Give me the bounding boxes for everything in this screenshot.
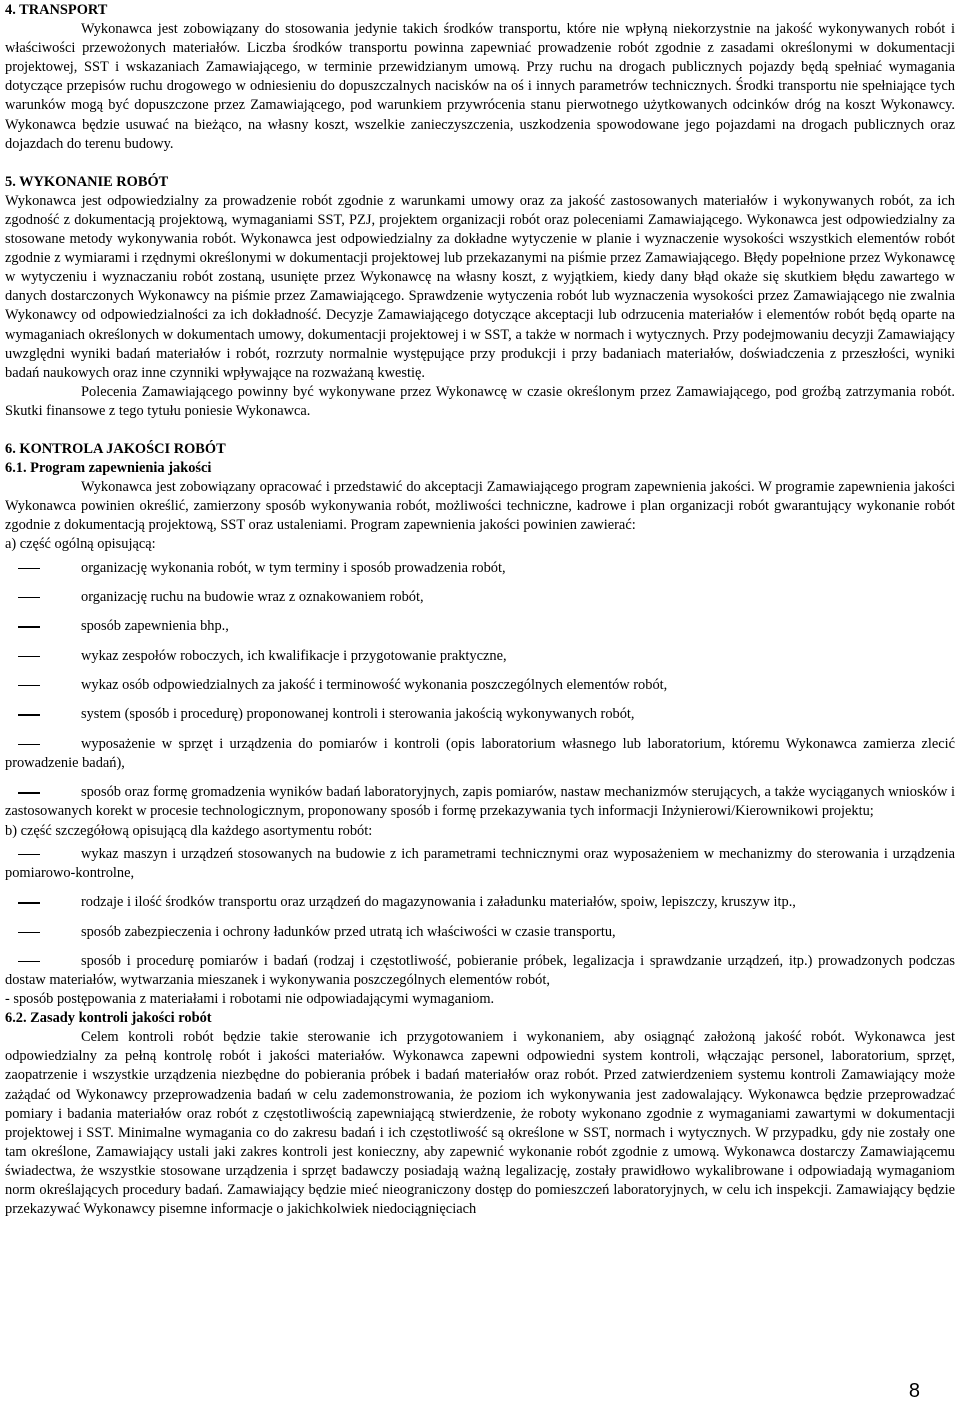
dash-icon [5,617,81,636]
list-b-label: b) część szczegółową opisującą dla każdego asortymentu robót: [5,822,373,839]
list-item: wyposażenie w sprzęt i urządzenia do pomiarów i kontroli (opis laboratorium własnego lub laboratorium, któremu Wykonawca zamierza zlecić prowadzenie badań), [5,735,955,771]
section-4-heading: 4. TRANSPORT [5,2,108,18]
dash-icon [5,783,81,802]
section-5-paragraph-2: Polecenia Zamawiającego powinny być wykonywane przez Wykonawcę w czasie określonym przez Zamawiającego, pod groźbą zatrzymania robót. Skutki finansowe z tego tytułu poniesie Wykonawca. [5,383,955,419]
dash-icon [5,952,81,971]
dash-icon [5,923,81,942]
list-a [5,559,955,822]
section-6-heading: 6. KONTROLA JAKOŚCI ROBÓT [5,440,226,457]
list-item: sposób zapewnienia bhp., [5,617,955,636]
list-item: wykaz maszyn i urządzeń stosowanych na budowie z ich parametrami technicznymi oraz wyposażeniem w mechanizmy do sterowania i urządzenia pomiarowo-kontrolne, [5,845,955,881]
section-6-2-paragraph: Celem kontroli robót będzie takie sterowanie ich przygotowaniem i wykonaniem, aby osiągnąć założoną jakość robót. Wykonawca jest odpowiedzialny za pełną kontrolę robót i jakości materiałów. Wykonawca zapewni odpowiedni system kontroli, włączając personel, laboratorium, sprzęt, zaopatrzenie i wszystkie urządzenia niezbędne do pobierania próbek i badań materiałów oraz robót. Przed zatwierdzeniem systemu kontroli Zamawiający może zażądać od Wykonawcy przeprowadzenia badań w celu zademonstrowania, że poziom ich wykonywania jest zadowalający. Wykonawca będzie przeprowadzać pomiary i badania materiałów oraz robót z częstotliwością zapewniającą stwierdzenie, że roboty wykonano zgodnie z wymaganiami zawartymi w dokumentacji projektowej i SST. Minimalne wymagania co do zakresu badań i ich częstotliwość są określone w SST, normach i wytycznych. W przypadku, gdy nie zostały one tam określone, Zamawiający ustali jaki zakres kontroli jest konieczny, aby zapewnić wykonanie robót zgodnie z umową. Wykonawca dostarczy Zamawiającemu świadectwa, że wszystkie stosowane urządzenia i sprzęt badawczy posiadają ważną legalizację, zostały prawidłowo wykalibrowane i odpowiadają wymaganiom norm określających procedury badań. Zamawiający będzie mieć nieograniczony dostęp do pomieszczeń laboratoryjnych, w celu ich inspekcji. Zamawiający będzie przekazywać Wykonawcy pisemne informacje o jakichkolwiek niedociągnięciach [5,1029,955,1218]
section-6-1-heading: 6.1. Program zapewnienia jakości [5,460,212,477]
list-b [5,845,955,990]
list-item: sposób i procedurę pomiarów i badań (rodzaj i częstotliwość, pobieranie próbek, legalizacja i sprawdzanie urządzeń, itp.) prowadzonych podczas dostaw materiałów, wytwarzania mieszanek i wykonywania poszczególnych elementów robót, [5,952,955,988]
list-a-label: a) część ogólną opisującą: [5,536,156,553]
dash-icon [5,705,81,724]
list-b-last-item: - sposób postępowania z materiałami i robotami nie odpowiadającymi wymaganiom. [5,991,495,1008]
dash-icon [5,676,81,695]
dash-icon [5,845,81,864]
list-item: sposób zabezpieczenia i ochrony ładunków przed utratą ich właściwości w czasie transportu, [5,923,955,942]
dash-icon [5,588,81,607]
section-5-paragraph-1: Wykonawca jest odpowiedzialny za prowadzenie robót zgodnie z warunkami umowy oraz za jakość zastosowanych materiałów i wykonywanych robót, za ich zgodność z dokumentacją projektową, wymaganiami SST, PZJ, projektem organizacji robót oraz poleceniami Zamawiającego. Wykonawca jest odpowiedzialny za stosowane metody wykonywania robót. Wykonawca jest odpowiedzialny za dokładne wytyczenie w planie i wyznaczenie wysokości wszystkich elementów robót zgodnie z wymiarami i rzędnymi określonymi w dokumentacji projektowej lub przekazanymi na piśmie przez Zamawiającego. Błędy popełnione przez Wykonawcę w wytyczeniu i wyznaczaniu robót zostaną, usunięte przez Wykonawcę na własny koszt, z wyjątkiem, kiedy dany błąd okaże się skutkiem błędu zawartego w danych dostarczonych Wykonawcy na piśmie przez Zamawiającego. Sprawdzenie wytyczenia robót lub wyznaczenia wysokości przez Zamawiającego nie zwalnia Wykonawcy od odpowiedzialności za ich dokładność. Decyzje Zamawiającego dotyczące akceptacji lub odrzucenia materiałów i elementów robót będą oparte na wymaganiach określonych w dokumentach umowy, dokumentacji projektowej i w SST, a także w normach i wytycznych. Przy podejmowaniu decyzji Zamawiający uwzględni wyniki badań materiałów i robót, rozrzuty normalnie występujące przy produkcji i przy badaniach materiałów, doświadczenia z przeszłości, wyniki badań naukowych oraz inne czynniki wpływające na rozważaną kwestię. [5,192,955,381]
dash-icon [5,893,81,912]
dash-icon [5,559,81,578]
section-6-1-paragraph: Wykonawca jest zobowiązany opracować i przedstawić do akceptacji Zamawiającego program zapewnienia jakości. W programie zapewnienia jakości Wykonawca powinien określić, zamierzony sposób wykonywania robót, możliwości techniczne, kadrowe i plan organizacji robót gwarantujący wykonanie robót zgodnie z dokumentacją projektową, SST oraz ustaleniami. Program zapewnienia jakości powinien zawierać: [5,479,955,534]
list-item: wykaz osób odpowiedzialnych za jakość i terminowość wykonania poszczególnych elementów robót, [5,676,955,695]
list-item: organizację wykonania robót, w tym terminy i sposób prowadzenia robót, [5,559,955,578]
section-4-paragraph: Wykonawca jest zobowiązany do stosowania jedynie takich środków transportu, które nie wpłyną niekorzystnie na jakość wykonywanych robót i właściwości przewożonych materiałów. Liczba środków transportu powinna zapewniać prowadzenie robót zgodnie z zasadami określonymi w dokumentacji projektowej, SST i wskazaniach Zamawiającego, w terminie przewidzianym umową. Przy ruchu na drogach publicznych pojazdy będą spełniać wymagania dotyczące przepisów ruchu drogowego w odniesieniu do dopuszczalnych nacisków na oś i innych parametrów technicznych. Środki transportu nie spełniające tych warunków mogą być dopuszczone przez Zamawiającego, pod warunkiem przywrócenia stanu pierwotnego użytkowanych odcinków dróg na koszt Wykonawcy. Wykonawca będzie usuwać na bieżąco, na własny koszt, wszelkie zanieczyszczenia, uszkodzenia spowodowane jego pojazdami na drogach publicznych oraz dojazdach do terenu budowy. [5,21,955,152]
section-6-2-heading: 6.2. Zasady kontroli jakości robót [5,1010,212,1027]
list-item: sposób oraz formę gromadzenia wyników badań laboratoryjnych, zapis pomiarów, nastaw mechanizmów sterujących, a także wyciąganych wniosków i zastosowanych korekt w procesie technologicznym, proponowany sposób i formę przekazywania tych informacji Inżynierowi/Kierownikowi projektu; [5,784,955,820]
list-item: rodzaje i ilość środków transportu oraz urządzeń do magazynowania i załadunku materiałów, spoiw, lepiszczy, kruszyw itp., [5,893,955,912]
list-item: system (sposób i procedurę) proponowanej kontroli i sterowania jakością wykonywanych robót, [5,705,955,724]
dash-icon [5,647,81,666]
list-item: organizację ruchu na budowie wraz z oznakowaniem robót, [5,588,955,607]
section-5-heading: 5. WYKONANIE ROBÓT [5,173,169,190]
dash-icon [5,735,81,754]
list-item: wykaz zespołów roboczych, ich kwalifikacje i przygotowanie praktyczne, [5,647,955,666]
page-number: 8 [908,1379,920,1402]
